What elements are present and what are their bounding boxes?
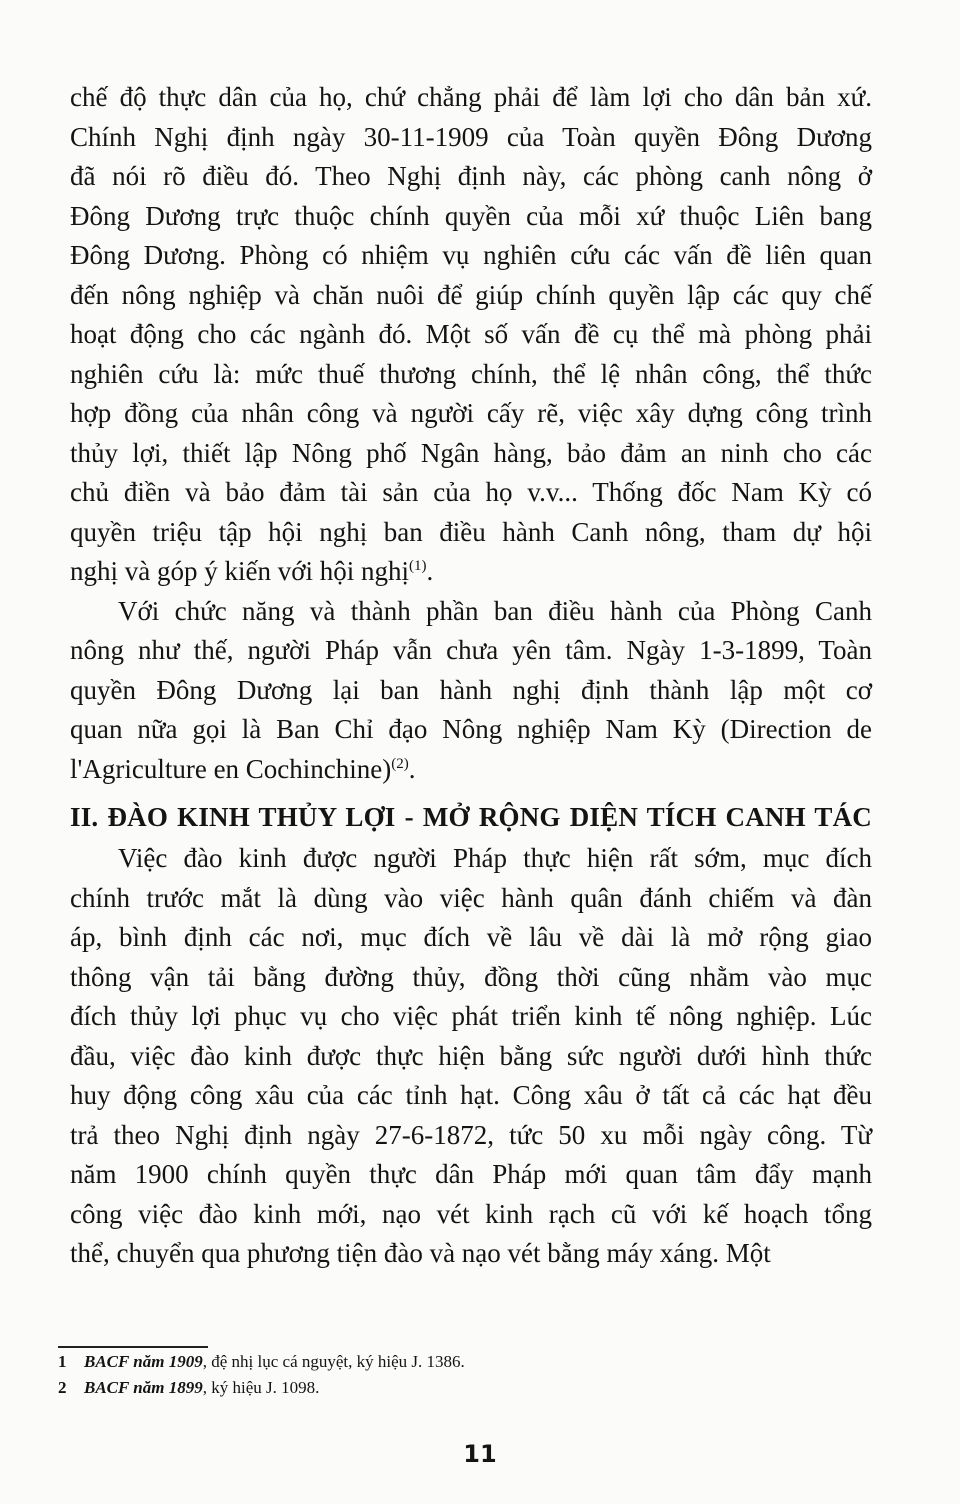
text-line: năm 1900 chính quyền thực dân Pháp mới quan tâm đẩy mạnh: [70, 1159, 872, 1189]
footnote-reference[interactable]: (1): [409, 558, 427, 574]
footnote-number: 1: [58, 1352, 67, 1371]
text-line: quyền triệu tập hội nghị ban điều hành Canh nông, tham dự hội: [70, 516, 872, 547]
footnote-number: 2: [58, 1378, 67, 1397]
text-line: Việc đào kinh được người Pháp thực hiện rất sớm, mục đích: [118, 843, 872, 873]
text-line: huy động công xâu của các tỉnh hạt. Công xâu ở tất cả các hạt đều: [70, 1080, 872, 1110]
footnote-source: BACF năm 1899: [84, 1378, 203, 1397]
text-line: quyền Đông Dương lại ban hành nghị định thành lập một cơ: [70, 674, 872, 705]
footnote-divider: [58, 1346, 208, 1348]
text-line: nông như thế, người Pháp vẫn chưa yên tâm. Ngày 1-3-1899, Toàn: [70, 635, 872, 665]
paragraph-3: [70, 839, 872, 1274]
footnote-source: BACF năm 1909: [84, 1352, 203, 1371]
text-line: Với chức năng và thành phần ban điều hành của Phòng Canh: [118, 595, 872, 626]
text-line: đã nói rõ điều đó. Theo Nghị định này, các phòng canh nông ở: [70, 161, 872, 191]
footnote-text: , đệ nhị lục cá nguyệt, ký hiệu J. 1386.: [202, 1352, 465, 1371]
text-line: chủ điền và bảo đảm tài sản của họ v.v... Thống đốc Nam Kỳ có: [70, 477, 872, 507]
footnote-1: [58, 1352, 465, 1372]
page-number: 11: [463, 1440, 497, 1468]
text-line: đầu, việc đào kinh được thực hiện bằng sức người dưới hình thức: [70, 1040, 872, 1071]
footnote-text: , ký hiệu J. 1098.: [202, 1378, 320, 1397]
text-line: thông vận tải bằng đường thủy, đồng thời cũng nhằm vào mục: [70, 961, 872, 992]
text-line: thể, chuyển qua phương tiện đào và nạo vét bằng máy xáng. Một: [70, 1238, 771, 1268]
text-line: l'Agriculture en Cochinchine)$^{(2)}$.: [70, 753, 416, 784]
text-line: hoạt động cho các ngành đó. Một số vấn đề cụ thể mà phòng phải: [70, 319, 872, 349]
text-line: trả theo Nghị định ngày 27-6-1872, tức 50 xu mỗi ngày công. Từ: [70, 1119, 872, 1150]
text-line: chính trước mắt là dùng vào việc hành quân đánh chiếm và đàn: [70, 882, 872, 913]
page-body: [70, 78, 872, 1274]
text-line: Đông Dương trực thuộc chính quyền của mỗi xứ thuộc Liên bang: [70, 200, 872, 231]
text-line: nghị và góp ý kiến với hội nghị$^{(1)}$.: [70, 556, 434, 586]
section-heading: II. ĐÀO KINH THỦY LỢI - MỞ RỘNG DIỆN TÍCH CANH TÁC: [70, 802, 872, 832]
text-line: quan nữa gọi là Ban Chỉ đạo Nông nghiệp Nam Kỳ (Direction de: [70, 714, 872, 744]
text-line: công việc đào kinh mới, nạo vét kinh rạch cũ với kế hoạch tổng: [70, 1198, 872, 1229]
paragraph-2: [70, 592, 872, 790]
paragraph-1: [70, 78, 872, 592]
text-line: chế độ thực dân của họ, chứ chẳng phải để làm lợi cho dân bản xứ.: [70, 82, 872, 112]
text-line: Chính Nghị định ngày 30-11-1909 của Toàn quyền Đông Dương: [70, 121, 872, 152]
text-line: áp, bình định các nơi, mục đích về lâu về dài là mở rộng giao: [70, 922, 872, 952]
text-line: đến nông nghiệp và chăn nuôi để giúp chính quyền lập các quy chế: [70, 279, 872, 310]
text-line: hợp đồng của nhân công và người cấy rẽ, việc xây dựng công trình: [70, 398, 872, 428]
text-line: nghiên cứu là: mức thuế thương chính, thể lệ nhân công, thể thức: [70, 358, 872, 389]
text-line: Đông Dương. Phòng có nhiệm vụ nghiên cứu các vấn đề liên quan: [70, 240, 872, 270]
footnote-2: [58, 1378, 319, 1398]
text-line: thủy lợi, thiết lập Nông phố Ngân hàng, bảo đảm an ninh cho các: [70, 437, 872, 468]
text-line: đích thủy lợi phục vụ cho việc phát triển kinh tế nông nghiệp. Lúc: [70, 1001, 872, 1031]
footnote-reference[interactable]: (2): [391, 755, 409, 772]
